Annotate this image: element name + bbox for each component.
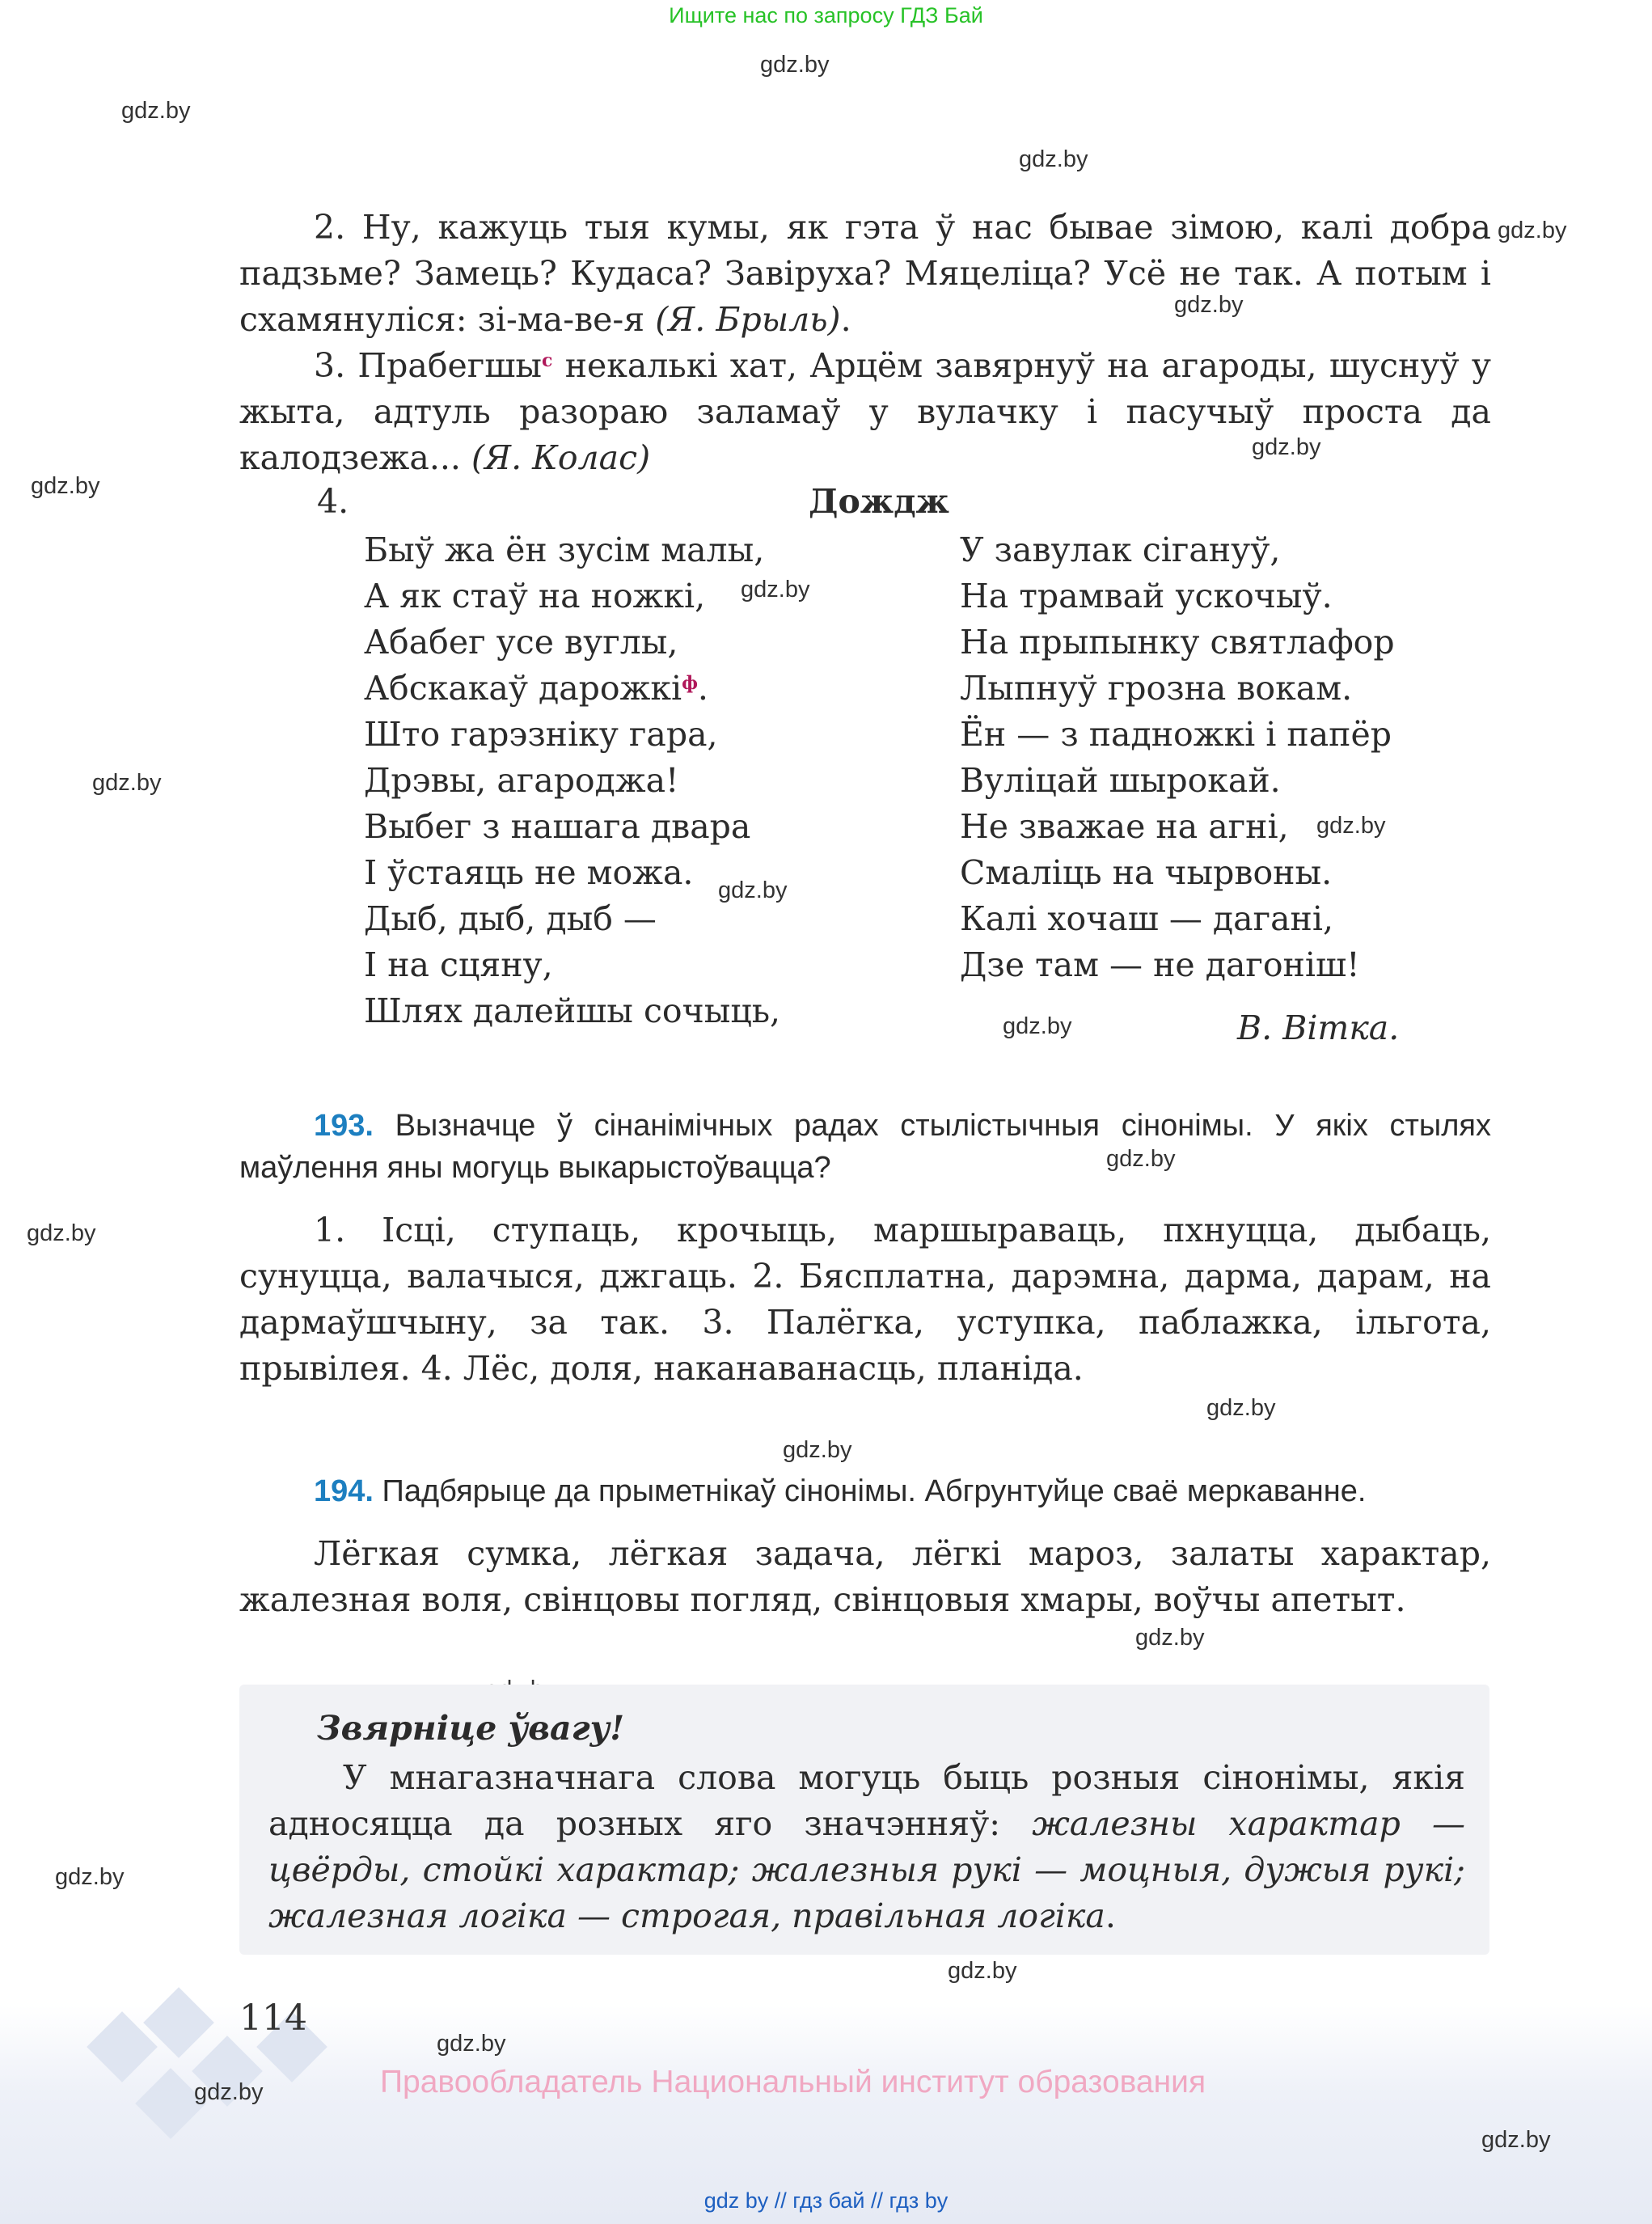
watermark: gdz.by [1498, 218, 1567, 243]
task-193-text: 1. Ісці, ступаць, крочыць, маршыраваць, пхнуцца, дыбаць, сунуцца, валачыся, джгаць. 2. Бясплатна, дарэмна, дарма, дарам, на дармаўшчыну, за так. 3. Палёгка, уступка, паблажка, ільгота, прывілея. 4. Лёс, доля, наканаванасць, планіда. [239, 1211, 1491, 1388]
poem-line: Дзе там — не дагоніш! [960, 945, 1360, 984]
watermark: gdz.by [92, 770, 162, 796]
note-end: . [1105, 1896, 1116, 1935]
task-prompt: Вызначце ў сінанімічных радах стылістычныя сінонімы. У якіх стылях маўлення яны могуць выкарыстоўвацца? [239, 1109, 1491, 1185]
poem-line: Што гарэзніку гара, [364, 715, 718, 754]
poem-line: І ўстаяць не можа. [364, 853, 694, 892]
watermark: gdz.by [1174, 292, 1244, 318]
poem-line: Абабег усе вуглы, [364, 623, 678, 662]
watermark: gdz.by [121, 98, 191, 124]
poem-line-text: Абскакаў дарожкі [364, 669, 682, 708]
task-number: 194. [314, 1474, 374, 1508]
watermark: gdz.by [1106, 1146, 1176, 1172]
poem-line-end: . [697, 669, 708, 708]
task-194-prompt [239, 1470, 1491, 1512]
poem-right-column [960, 527, 1395, 988]
note-heading: Звярніце ўвагу! [317, 1709, 625, 1748]
poem-line: І на сцяну, [364, 945, 553, 984]
watermark: gdz.by [760, 52, 830, 78]
exercise-3-word: 3. Прабегшы [314, 346, 543, 385]
task-194-text: Лёгкая сумка, лёгкая задача, лёгкі мароз, залаты характар, жалезная воля, свінцовы погляд, свінцовыя хмары, воўчы апетыт. [239, 1534, 1491, 1619]
watermark: gdz.by [1003, 1013, 1072, 1039]
exercise-3-mark: с [542, 350, 553, 371]
poem-title: Дождж [809, 482, 949, 521]
exercise-3 [239, 343, 1491, 481]
exercise-2 [239, 205, 1491, 343]
task-number: 193. [314, 1109, 374, 1143]
poem-line: Не зважае на агні, [960, 807, 1289, 846]
poem-line: Быў жа ён зусім малы, [364, 531, 765, 569]
poem-line [364, 666, 780, 712]
watermark: gdz.by [1019, 146, 1088, 172]
poem-line: Калі хочаш — дагані, [960, 899, 1333, 938]
poem-line-mark: ф [682, 673, 698, 694]
watermark: gdz.by [55, 1864, 125, 1890]
watermark: gdz.by [718, 877, 788, 903]
bottom-links[interactable]: gdz by // гдз бай // гдз by [703, 2188, 949, 2213]
poem-line: На трамвай ускочыў. [960, 577, 1333, 615]
watermark: gdz.by [27, 1220, 96, 1246]
note-examples: жалезны характар — цвёрды, стойкі характар; жалезныя рукі — моцныя, дужыя рукі; жалезная логіка — строгая, правільная логіка [268, 1804, 1465, 1935]
note-text [268, 1755, 1465, 1939]
watermark: gdz.by [783, 1437, 852, 1463]
page-number: 114 [239, 1998, 307, 2039]
exercise-2-text: 2. Ну, кажуць тыя кумы, як гэта ў нас бывае зімою, калі добра падзьме? Замець? Кудаса? Завіруха? Мяцеліца? Усё не так. А потым і схамянуліся: зі-ма-ве-я [239, 208, 1491, 339]
poem-number: 4. [317, 482, 349, 521]
task-193-prompt [239, 1105, 1491, 1189]
poem-line: У завулак сігануў, [960, 531, 1281, 569]
watermark: gdz.by [948, 1958, 1017, 1984]
watermark: gdz.by [437, 2031, 506, 2057]
poem-line: На прыпынку святлафор [960, 623, 1395, 662]
task-prompt: Падбярыце да прыметнікаў сінонімы. Абгрунтуйце сваё меркаванне. [373, 1474, 1367, 1508]
note-lead: У мнагазначнага слова могуць быць розныя сінонімы, якія адносяцца да розных яго значэнняў: [268, 1758, 1465, 1843]
watermark: gdz.by [1135, 1625, 1205, 1651]
poem-line: Дыб, дыб, дыб — [364, 899, 657, 938]
copyright-text: Правообладатель Национальный институт образования [380, 2065, 1206, 2099]
watermark: gdz.by [1316, 813, 1386, 839]
watermark: gdz.by [1481, 2127, 1551, 2153]
exercise-3-source: (Я. Колас) [471, 438, 651, 477]
poem-line: Вуліцай шырокай. [960, 761, 1281, 800]
poem-line: Выбег з нашага двара [364, 807, 751, 846]
watermark: gdz.by [31, 473, 100, 499]
poem-line: Смаліць на чырвоны. [960, 853, 1333, 892]
poem-left-column [364, 527, 780, 1034]
watermark: gdz.by [1252, 434, 1321, 460]
watermark: gdz.by [741, 577, 810, 603]
poem-line: Ён — з падножкі і папёр [960, 715, 1392, 754]
exercise-3-text: некалькі хат, Арцём завярнуў на агароды, шуснуў у жыта, адтуль разораю заламаў у вулачку і пасучыў проста да калодзежа... [239, 346, 1491, 477]
exercise-2-source: (Я. Брыль) [655, 300, 841, 339]
watermark: gdz.by [194, 2079, 264, 2105]
poem-line: Шлях далейшы сочыць, [364, 991, 781, 1030]
poem-line: Лыпнуў грозна вокам. [960, 669, 1353, 708]
poem-author: В. Вітка. [1237, 1008, 1400, 1047]
poem-line: А як стаў на ножкі, [364, 577, 706, 615]
watermark: gdz.by [1206, 1395, 1276, 1421]
search-note: Ищите нас по запросу ГДЗ Бай [669, 3, 983, 27]
poem-line: Дрэвы, агароджа! [364, 761, 679, 800]
exercise-2-end: . [840, 300, 851, 339]
